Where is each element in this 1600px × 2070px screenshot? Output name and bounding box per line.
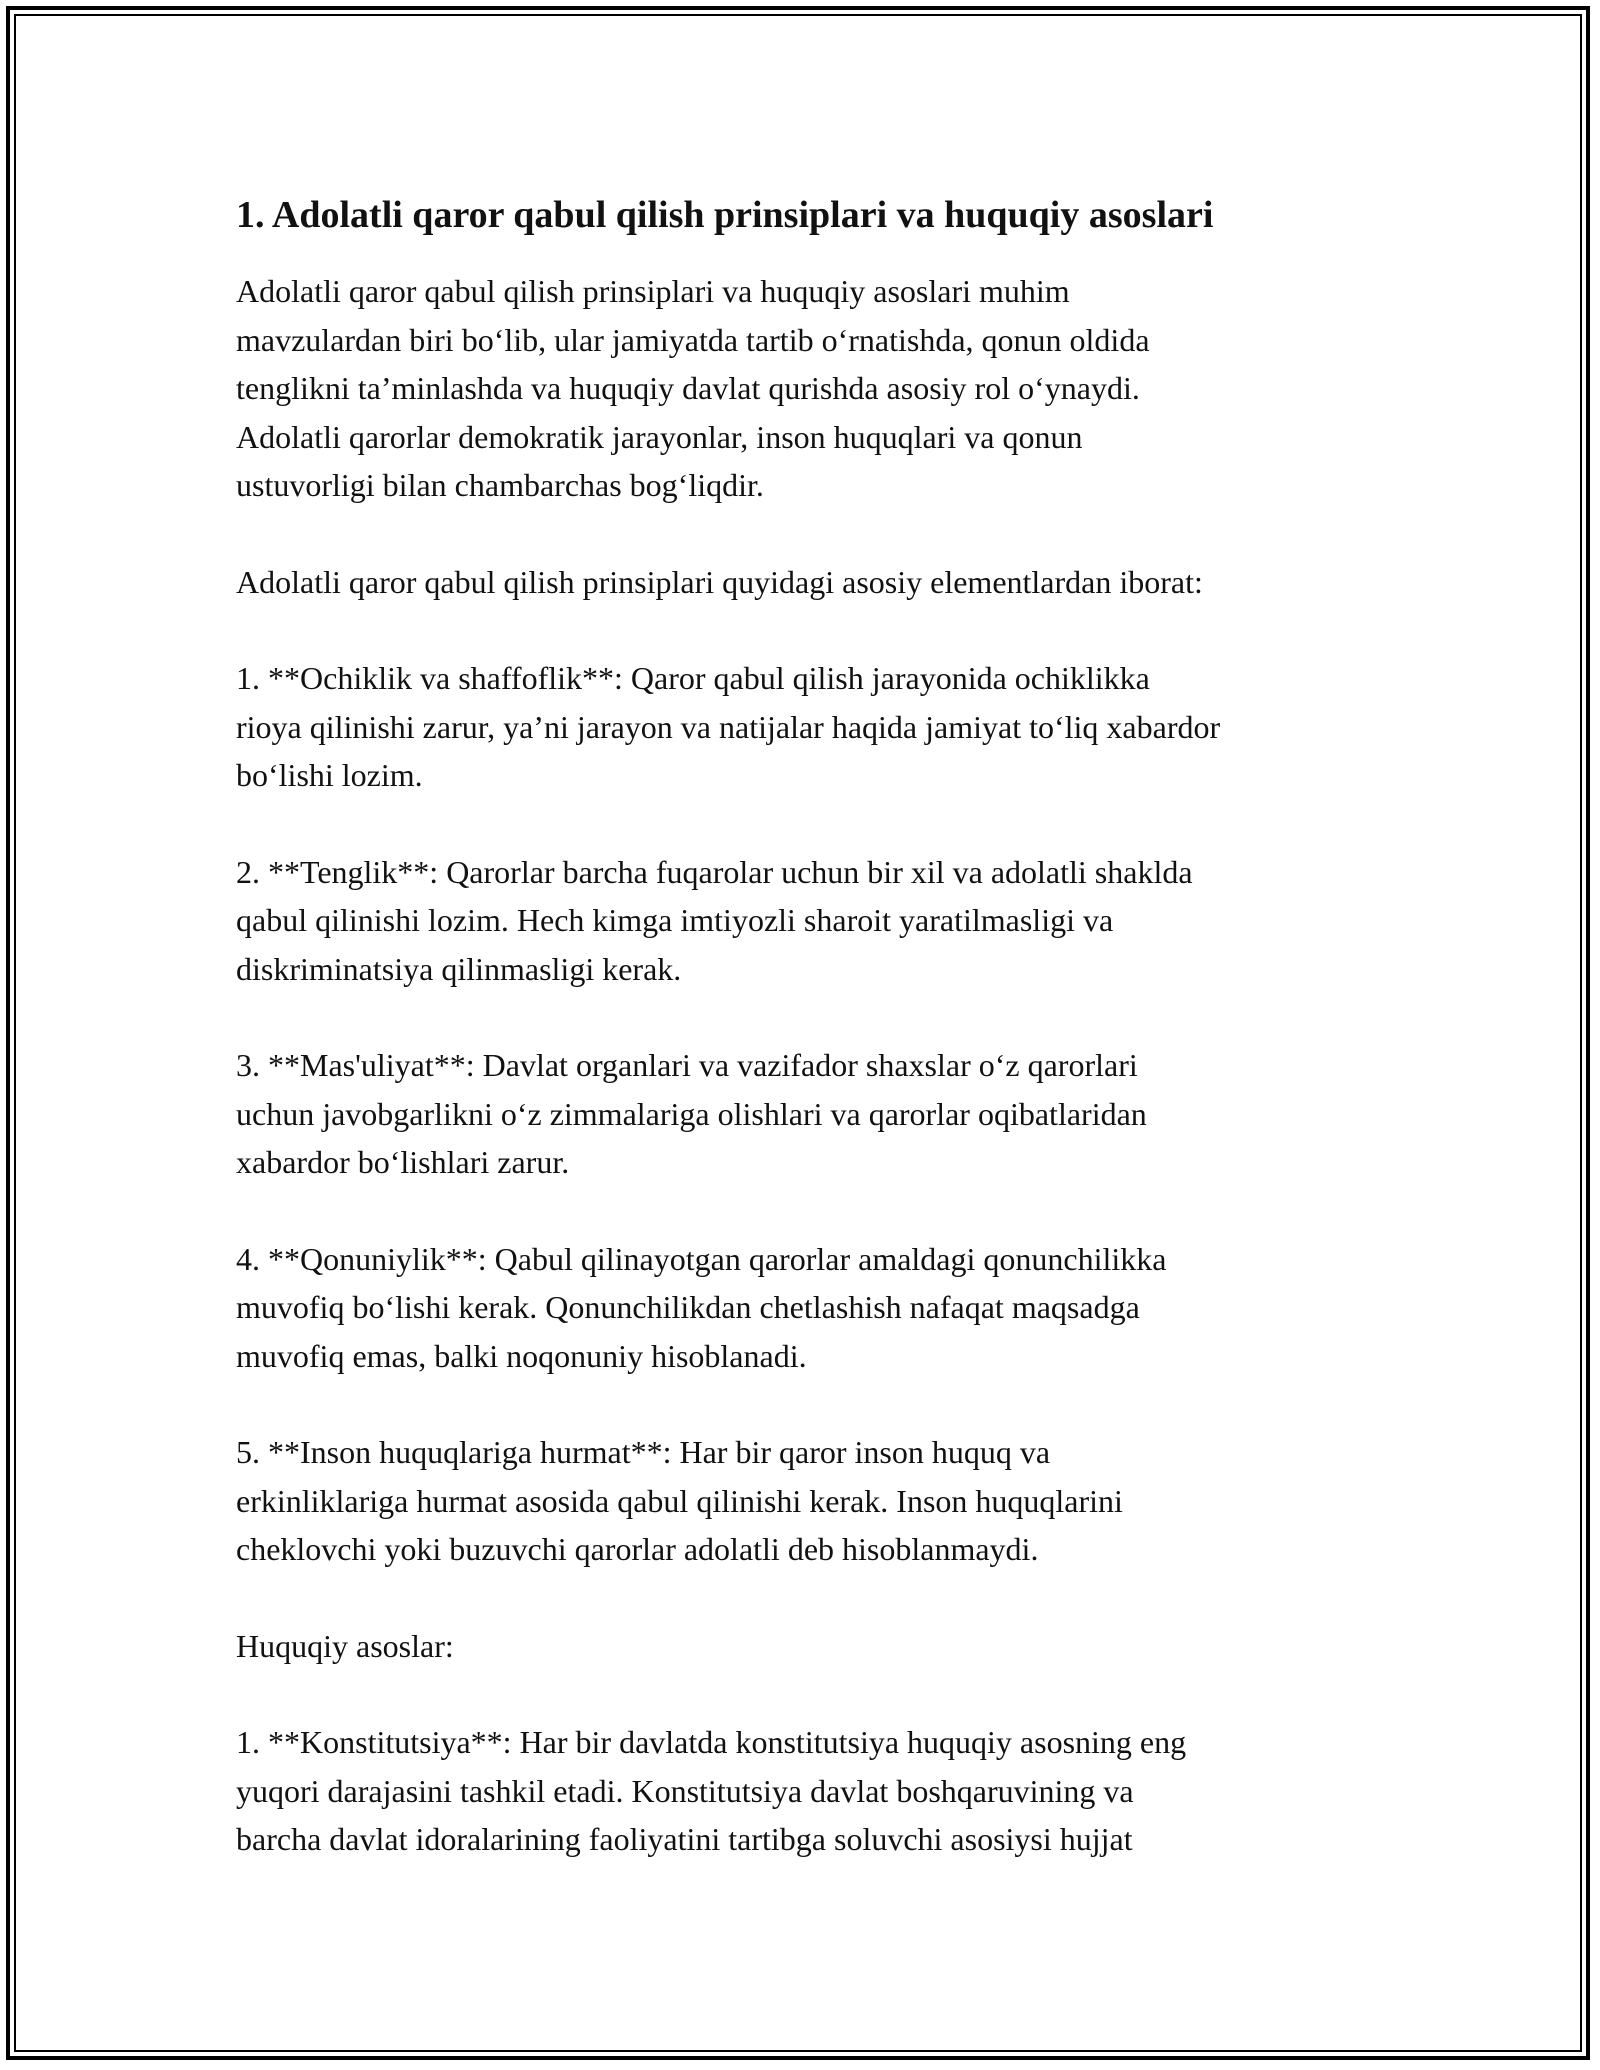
principles-lead-paragraph [236,558,1386,607]
principle-legality [236,1235,1386,1381]
intro-paragraph [236,267,1386,510]
principle-human-rights [236,1428,1386,1574]
text-line: uchun javobgarlikni o‘z zimmalariga olishlari va qarorlar oqibatlaridan [236,1095,1147,1132]
text-line: barcha davlat idoralarining faoliyatini tartibga soluvchi asosiysi hujjat [236,1821,1133,1857]
text-line: ustuvorligi bilan chambarchas bog‘liqdir. [236,467,764,503]
document-body [236,190,1386,1912]
text-line: rioya qilinishi zarur, ya’ni jarayon va natijalar haqida jamiyat to‘liq xabardor [236,708,1221,745]
text-line: 1. **Konstitutsiya**: Har bir davlatda konstitutsiya huquqiy asosning eng [236,1724,1187,1760]
text-line: erkinliklariga hurmat asosida qabul qilinishi kerak. Inson huquqlarini [236,1482,1123,1519]
text-line: diskriminatsiya qilinmasligi kerak. [236,950,682,987]
principle-openness [236,654,1386,800]
text-line: yuqori darajasini tashkil etadi. Konstitutsiya davlat boshqaruvining va [236,1772,1134,1809]
principle-equality [236,848,1386,994]
section-heading: 1. Adolatli qaror qabul qilish prinsiplari va huquqiy asoslari [236,194,1214,236]
text-line: Adolatli qarorlar demokratik jarayonlar, inson huquqlari va qonun [236,418,1083,455]
text-line: cheklovchi yoki buzuvchi qarorlar adolatli deb hisoblanmaydi. [236,1531,1039,1567]
text-line: xabardor bo‘lishlari zarur. [236,1144,570,1180]
text-line: mavzulardan biri bo‘lib, ular jamiyatda tartib o‘rnatishda, qonun oldida [236,321,1150,358]
legal-basis-heading [236,1622,1386,1671]
text-line: qabul qilinishi lozim. Hech kimga imtiyozli sharoit yaratilmasligi va [236,902,1114,938]
text-line: bo‘lishi lozim. [236,757,423,793]
text-line: Adolatli qaror qabul qilish prinsiplari quyidagi asosiy elementlardan iborat: [236,563,1203,600]
text-line: 3. **Mas'uliyat**: Davlat organlari va vazifador shaxslar o‘z qarorlari [236,1047,1138,1083]
legal-basis-constitution [236,1718,1386,1864]
text-line: 2. **Tenglik**: Qarorlar barcha fuqarolar uchun bir xil va adolatli shaklda [236,853,1193,890]
principle-responsibility [236,1041,1386,1187]
text-line: 5. **Inson huquqlariga hurmat**: Har bir qaror inson huquq va [236,1434,1051,1470]
text-line: 1. **Ochiklik va shaffoflik**: Qaror qabul qilish jarayonida ochiklikka [236,660,1150,696]
text-line: Huquqiy asoslar: [236,1627,454,1664]
text-line: tenglikni ta’minlashda va huquqiy davlat qurishda asosiy rol o‘ynaydi. [236,370,1140,406]
text-line: Adolatli qaror qabul qilish prinsiplari va huquqiy asoslari muhim [236,273,1070,309]
text-line: muvofiq bo‘lishi kerak. Qonunchilikdan chetlashish nafaqat maqsadga [236,1289,1140,1325]
text-line: muvofiq emas, balki noqonuniy hisoblanadi. [236,1337,807,1374]
text-line: 4. **Qonuniylik**: Qabul qilinayotgan qarorlar amaldagi qonunchilikka [236,1240,1167,1277]
